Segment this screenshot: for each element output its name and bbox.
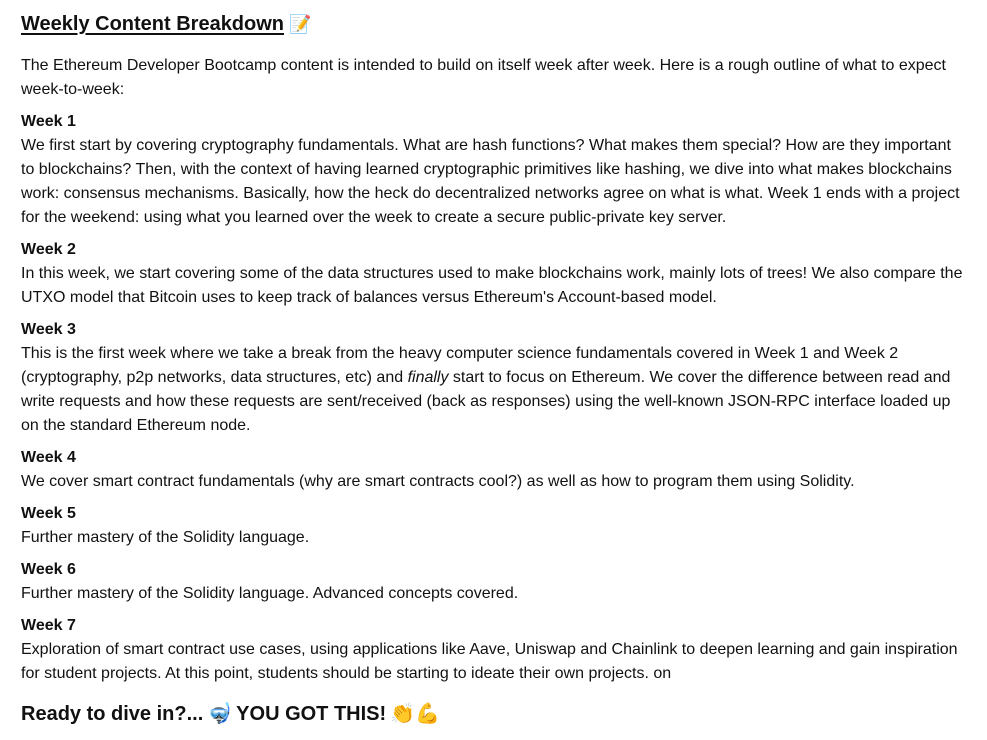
week-description: We first start by covering cryptography fundamentals. What are hash functions? What makes them special? How are they important to blockchains? Then, with the context of having learned cryptographic primitives like hashing, we dive into what makes blockchains work: consensus mechanisms. Basically, how the heck do decentralized networks agree on what is what. Week 1 ends with a project for the weekend: using what you learned over the week to create a secure public-private key server. <box>21 137 960 226</box>
page-title <box>21 10 966 38</box>
week-section-1 <box>21 110 966 230</box>
memo-icon: 📝 <box>289 14 312 34</box>
flexed-biceps-icon: 💪 <box>415 703 440 725</box>
diving-mask-icon: 🤿 <box>207 703 233 725</box>
week-heading: Week 3 <box>21 321 76 338</box>
week-section-4 <box>21 446 966 494</box>
week-description: Further mastery of the Solidity language. Advanced concepts covered. <box>21 585 519 602</box>
week-section-3 <box>21 318 966 438</box>
week-section-6 <box>21 558 966 606</box>
week-description: Further mastery of the Solidity language. <box>21 529 310 546</box>
week-heading: Week 4 <box>21 449 76 466</box>
cta-lead-text: Ready to dive in?... <box>21 703 204 725</box>
week-description: In this week, we start covering some of the data structures used to make blockchains work, mainly lots of trees! We also compare the UTXO model that Bitcoin uses to keep track of balances versus Ethereum's Account-based model. <box>21 265 963 306</box>
week-section-5 <box>21 502 966 550</box>
cta-shout-text: YOU GOT THIS! <box>236 703 387 725</box>
intro-paragraph: The Ethereum Developer Bootcamp content is intended to build on itself week after week. Here is a rough outline of what to expect week-to-week: <box>21 57 946 98</box>
week-description <box>21 342 966 438</box>
week-description-part: start to focus on Ethereum. We cover the difference between read and write requests and how these requests are sent/received (back as responses) using the well-known JSON-RPC interface loaded up on the standard Ethereum node. <box>21 369 951 434</box>
week-heading: Week 2 <box>21 241 76 258</box>
week-description: Exploration of smart contract use cases, using applications like Aave, Uniswap and Chainlink to deepen learning and gain inspiration for student projects. At this point, students should be starting to ideate their own projects. on <box>21 641 958 682</box>
clapping-hands-icon: 👏 <box>390 703 416 725</box>
week-section-2 <box>21 238 966 310</box>
week-description: We cover smart contract fundamentals (why are smart contracts cool?) as well as how to program them using Solidity. <box>21 473 855 490</box>
page-title-text: Weekly Content Breakdown <box>21 13 285 35</box>
call-to-action-heading <box>21 700 966 728</box>
emphasis-text: finally <box>407 369 449 386</box>
week-heading: Week 1 <box>21 113 76 130</box>
week-heading: Week 6 <box>21 561 76 578</box>
week-section-7 <box>21 614 966 686</box>
week-heading: Week 7 <box>21 617 76 634</box>
week-description-part: This is the first week where we take a break from the heavy computer science fundamentals covered in Week 1 and Week 2 (cryptography, p2p networks, data structures, etc) and <box>21 345 899 386</box>
week-heading: Week 5 <box>21 505 76 522</box>
